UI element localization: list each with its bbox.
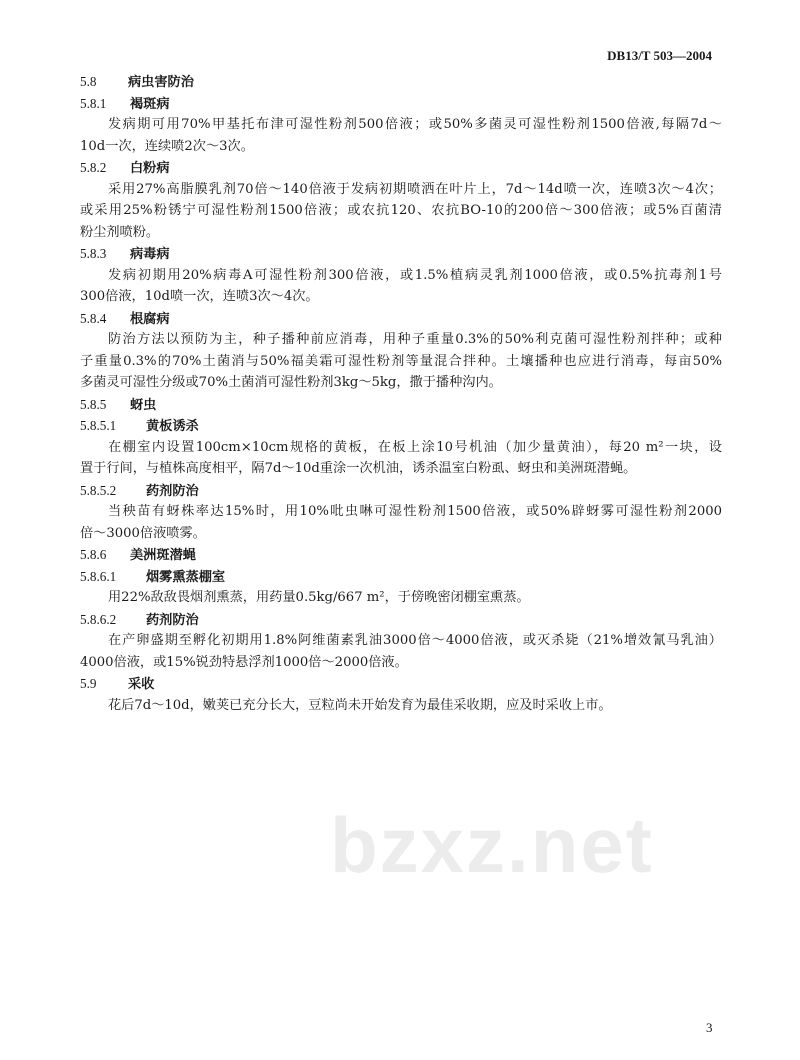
paragraph-line: 300倍液，10d喷一次，连喷3次～4次。: [80, 289, 319, 304]
section-heading: [80, 71, 722, 93]
section-heading: [80, 544, 722, 566]
section-heading: [80, 566, 722, 588]
paragraph-line: 10d一次，连续喷2次～3次。: [80, 138, 254, 154]
paragraph-line: 在棚室内设置100cm×10cm规格的黄板，在板上涂10号机油（加少量黄油），每20 m²一块，设: [108, 439, 722, 455]
section-title: 黄板诱杀: [146, 419, 199, 434]
paragraph-line: 或采用25%粉锈宁可湿性粉剂1500倍液；或农抗120、农抗BO-10的200倍～300倍液；或5%百菌清: [80, 203, 722, 218]
paragraph: [80, 329, 722, 394]
paragraph-line: 发病期可用70%甲基托布津可湿性粉剂500倍液；或50%多菌灵可湿性粉剂1500倍液,每隔7d～: [108, 117, 722, 132]
paragraph-line: 采用27%高脂膜乳剂70倍～140倍液于发病初期喷洒在叶片上，7d～14d喷一次，连喷3次～4次；: [108, 181, 722, 197]
section-number: 5.8.4: [80, 310, 107, 326]
section-title: 褐斑病: [130, 96, 170, 112]
section-heading: [80, 308, 722, 330]
paragraph-line: 花后7d～10d，嫩荚已充分长大，豆粒尚未开始发育为最佳采收期，应及时采收上市。: [108, 697, 612, 713]
section-title: 采收: [128, 677, 155, 692]
paragraph-line: 发病初期用20%病毒A可湿性粉剂300倍液，或1.5%植病灵乳剂1000倍液，或0.5%抗毒剂1号: [108, 267, 722, 283]
section-number: 5.8.2: [80, 160, 107, 175]
section-number: 5.9: [80, 676, 97, 691]
paragraph: [80, 437, 722, 480]
section-number: 5.8.5: [80, 396, 107, 412]
document-code: DB13/T 503—2004: [607, 48, 712, 63]
paragraph: [80, 179, 722, 244]
page-number: 3: [706, 1020, 713, 1035]
section-title: 美洲斑潜蝇: [130, 548, 196, 563]
paragraph: [80, 587, 722, 609]
section-heading: [80, 480, 722, 502]
section-heading: [80, 93, 722, 115]
section-number: 5.8.6.1: [80, 568, 117, 584]
paragraph-line: 多菌灵可湿性分级或70%土菌消可湿性粉剂3kg～5kg，撒于播种沟内。: [80, 375, 502, 390]
section-title: 病毒病: [130, 247, 170, 262]
paragraph-line: 倍～3000倍液喷雾。: [80, 525, 206, 541]
section-title: 白粉病: [130, 161, 170, 176]
paragraph-line: 在产卵盛期至孵化初期用1.8%阿维菌素乳油3000倍～4000倍液，或灭杀毙（21%增效氰马乳油）: [108, 633, 722, 648]
section-heading: [80, 394, 722, 416]
paragraph: [80, 501, 722, 544]
section-number: 5.8.6: [80, 547, 107, 562]
section-heading: [80, 609, 722, 631]
paragraph-line: 置于行间，与植株高度相平，隔7d～10d重涂一次机油，诱杀温室白粉虱、蚜虫和美洲斑潜蝇。: [80, 461, 637, 476]
section-title: 根腐病: [130, 311, 170, 327]
section-title: 蚜虫: [130, 397, 157, 413]
section-title: 药剂防治: [146, 483, 199, 499]
section-number: 5.8.1: [80, 95, 107, 111]
paragraph-line: 粉尘剂喷粉。: [80, 224, 160, 240]
section-number: 5.8.3: [80, 246, 107, 261]
section-number: 5.8.5.2: [80, 482, 117, 498]
paragraph: [80, 695, 722, 717]
section-heading: [80, 673, 722, 695]
paragraph-line: 当秧苗有蚜株率达15%时，用10%吡虫啉可湿性粉剂1500倍液，或50%辟蚜雾可湿性粉剂2000: [108, 504, 722, 519]
section-heading: [80, 157, 722, 179]
paragraph-line: 子重量0.3%的70%土菌消与50%福美霜可湿性粉剂等量混合拌种。土壤播种也应进行消毒，每亩50%: [80, 353, 722, 369]
section-number: 5.8.6.2: [80, 611, 117, 627]
section-heading: [80, 415, 722, 437]
section-title: 药剂防治: [146, 612, 199, 628]
paragraph-line: 防治方法以预防为主，种子播种前应消毒，用种子重量0.3%的50%利克菌可湿性粉剂拌种；或种: [108, 332, 722, 347]
section-title: 病虫害防治: [128, 75, 194, 90]
paragraph: [80, 114, 722, 157]
section-title: 烟雾熏蒸棚室: [146, 569, 226, 585]
paragraph: [80, 630, 722, 673]
paragraph-line: 4000倍液，或15%锐劲特悬浮剂1000倍～2000倍液。: [80, 654, 408, 670]
section-number: 5.8: [80, 74, 97, 89]
section-number: 5.8.5.1: [80, 418, 117, 433]
section-heading: [80, 243, 722, 265]
paragraph-line: 用22%敌敌畏烟剂熏蒸，用药量0.5kg/667 m²，于傍晚密闭棚室熏蒸。: [108, 590, 530, 605]
document-body: [80, 71, 722, 716]
paragraph: [80, 265, 722, 308]
watermark: bzxz.net: [330, 801, 654, 889]
